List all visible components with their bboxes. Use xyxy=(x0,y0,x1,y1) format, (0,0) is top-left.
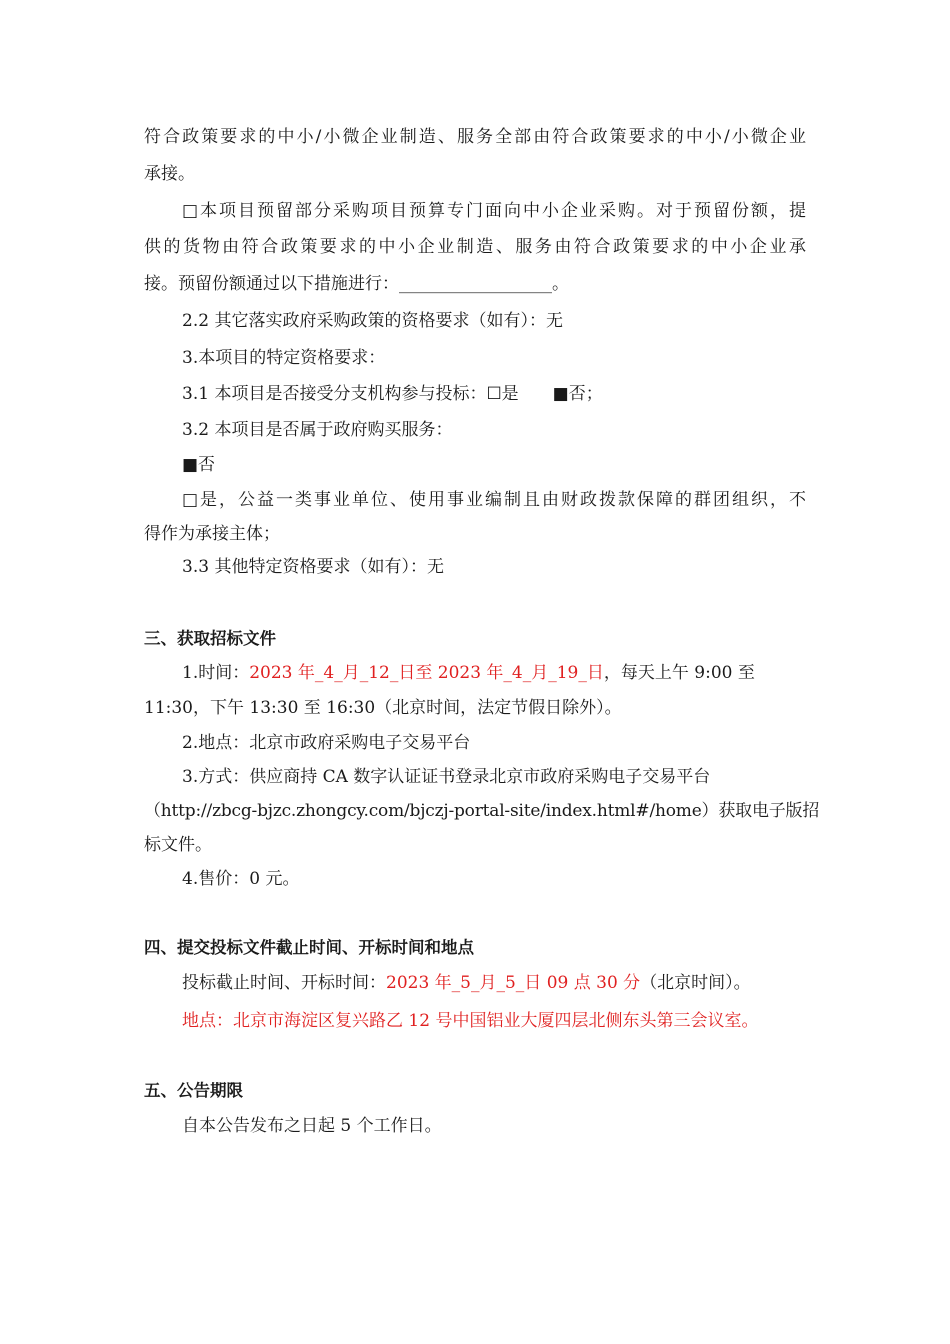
reserve-share-line-3: 接。预留份额通过以下措施进行：__________________。 xyxy=(144,274,569,294)
acquire-date-range: 2023 年_4_月_12_日至 2023 年_4_月_19_日 xyxy=(249,663,604,683)
section-5-heading: 五、公告期限 xyxy=(144,1081,243,1100)
acquire-method-url-line: （http://zbcg-bjzc.zhongcy.com/bjczj-portal-site/index.html#/home）获取电子版招 xyxy=(144,801,820,821)
other-specific-requirements: 3.3 其他特定资格要求（如有）：无 xyxy=(182,557,444,577)
acquire-place: 2.地点：北京市政府采购电子交易平台 xyxy=(182,733,471,753)
acquire-method-line-1: 3.方式：供应商持 CA 数字认证证书登录北京市政府采购电子交易平台 xyxy=(182,767,711,787)
gov-purchase-option-yes-line-2: 得作为承接主体； xyxy=(144,524,280,544)
sme-policy-line-2: 承接。 xyxy=(144,164,195,184)
reserve-share-line-2: 供的货物由符合政策要求的中小企业制造、服务由符合政策要求的中小企业承 xyxy=(144,237,806,257)
reserve-share-line-1: □本项目预留部分采购项目预算专门面向中小企业采购。对于预留份额，提 xyxy=(182,201,806,221)
announcement-period: 自本公告发布之日起 5 个工作日。 xyxy=(182,1116,442,1136)
acquire-time-label: 1.时间： xyxy=(182,663,250,683)
acquire-time-line-2: 11:30，下午 13:30 至 16:30（北京时间，法定节假日除外）。 xyxy=(144,698,622,718)
deadline-line xyxy=(182,972,751,994)
opening-location: 地点：北京市海淀区复兴路乙 12 号中国铝业大厦四层北侧东头第三会议室。 xyxy=(182,1011,759,1031)
acquire-method-line-3: 标文件。 xyxy=(144,835,212,855)
section-3-heading: 三、获取招标文件 xyxy=(144,629,276,648)
deadline-label: 投标截止时间、开标时间： xyxy=(182,973,386,993)
acquire-time-line-1 xyxy=(182,662,755,684)
specific-requirements-title: 3.本项目的特定资格要求： xyxy=(182,348,386,368)
sme-policy-line-1: 符合政策要求的中小/小微企业制造、服务全部由符合政策要求的中小/小微企业 xyxy=(144,127,806,147)
section-4-heading: 四、提交投标文件截止时间、开标时间和地点 xyxy=(144,938,474,957)
gov-purchase-option-yes-line-1: □是，公益一类事业单位、使用事业编制且由财政拨款保障的群团组织，不 xyxy=(182,490,806,510)
branch-bidding-question: 3.1 本项目是否接受分支机构参与投标：☐是 ■否； xyxy=(182,384,603,404)
deadline-datetime: 2023 年_5_月_5_日 09 点 30 分 xyxy=(386,973,641,993)
document-price: 4.售价：0 元。 xyxy=(182,869,300,889)
gov-purchase-service-question: 3.2 本项目是否属于政府购买服务： xyxy=(182,420,453,440)
acquire-daily-hours: ，每天上午 9:00 至 xyxy=(603,663,755,683)
deadline-timezone: （北京时间）。 xyxy=(640,973,751,993)
other-policy-requirement: 2.2 其它落实政府采购政策的资格要求（如有）：无 xyxy=(182,311,563,331)
gov-purchase-option-no: ■否 xyxy=(182,455,216,475)
